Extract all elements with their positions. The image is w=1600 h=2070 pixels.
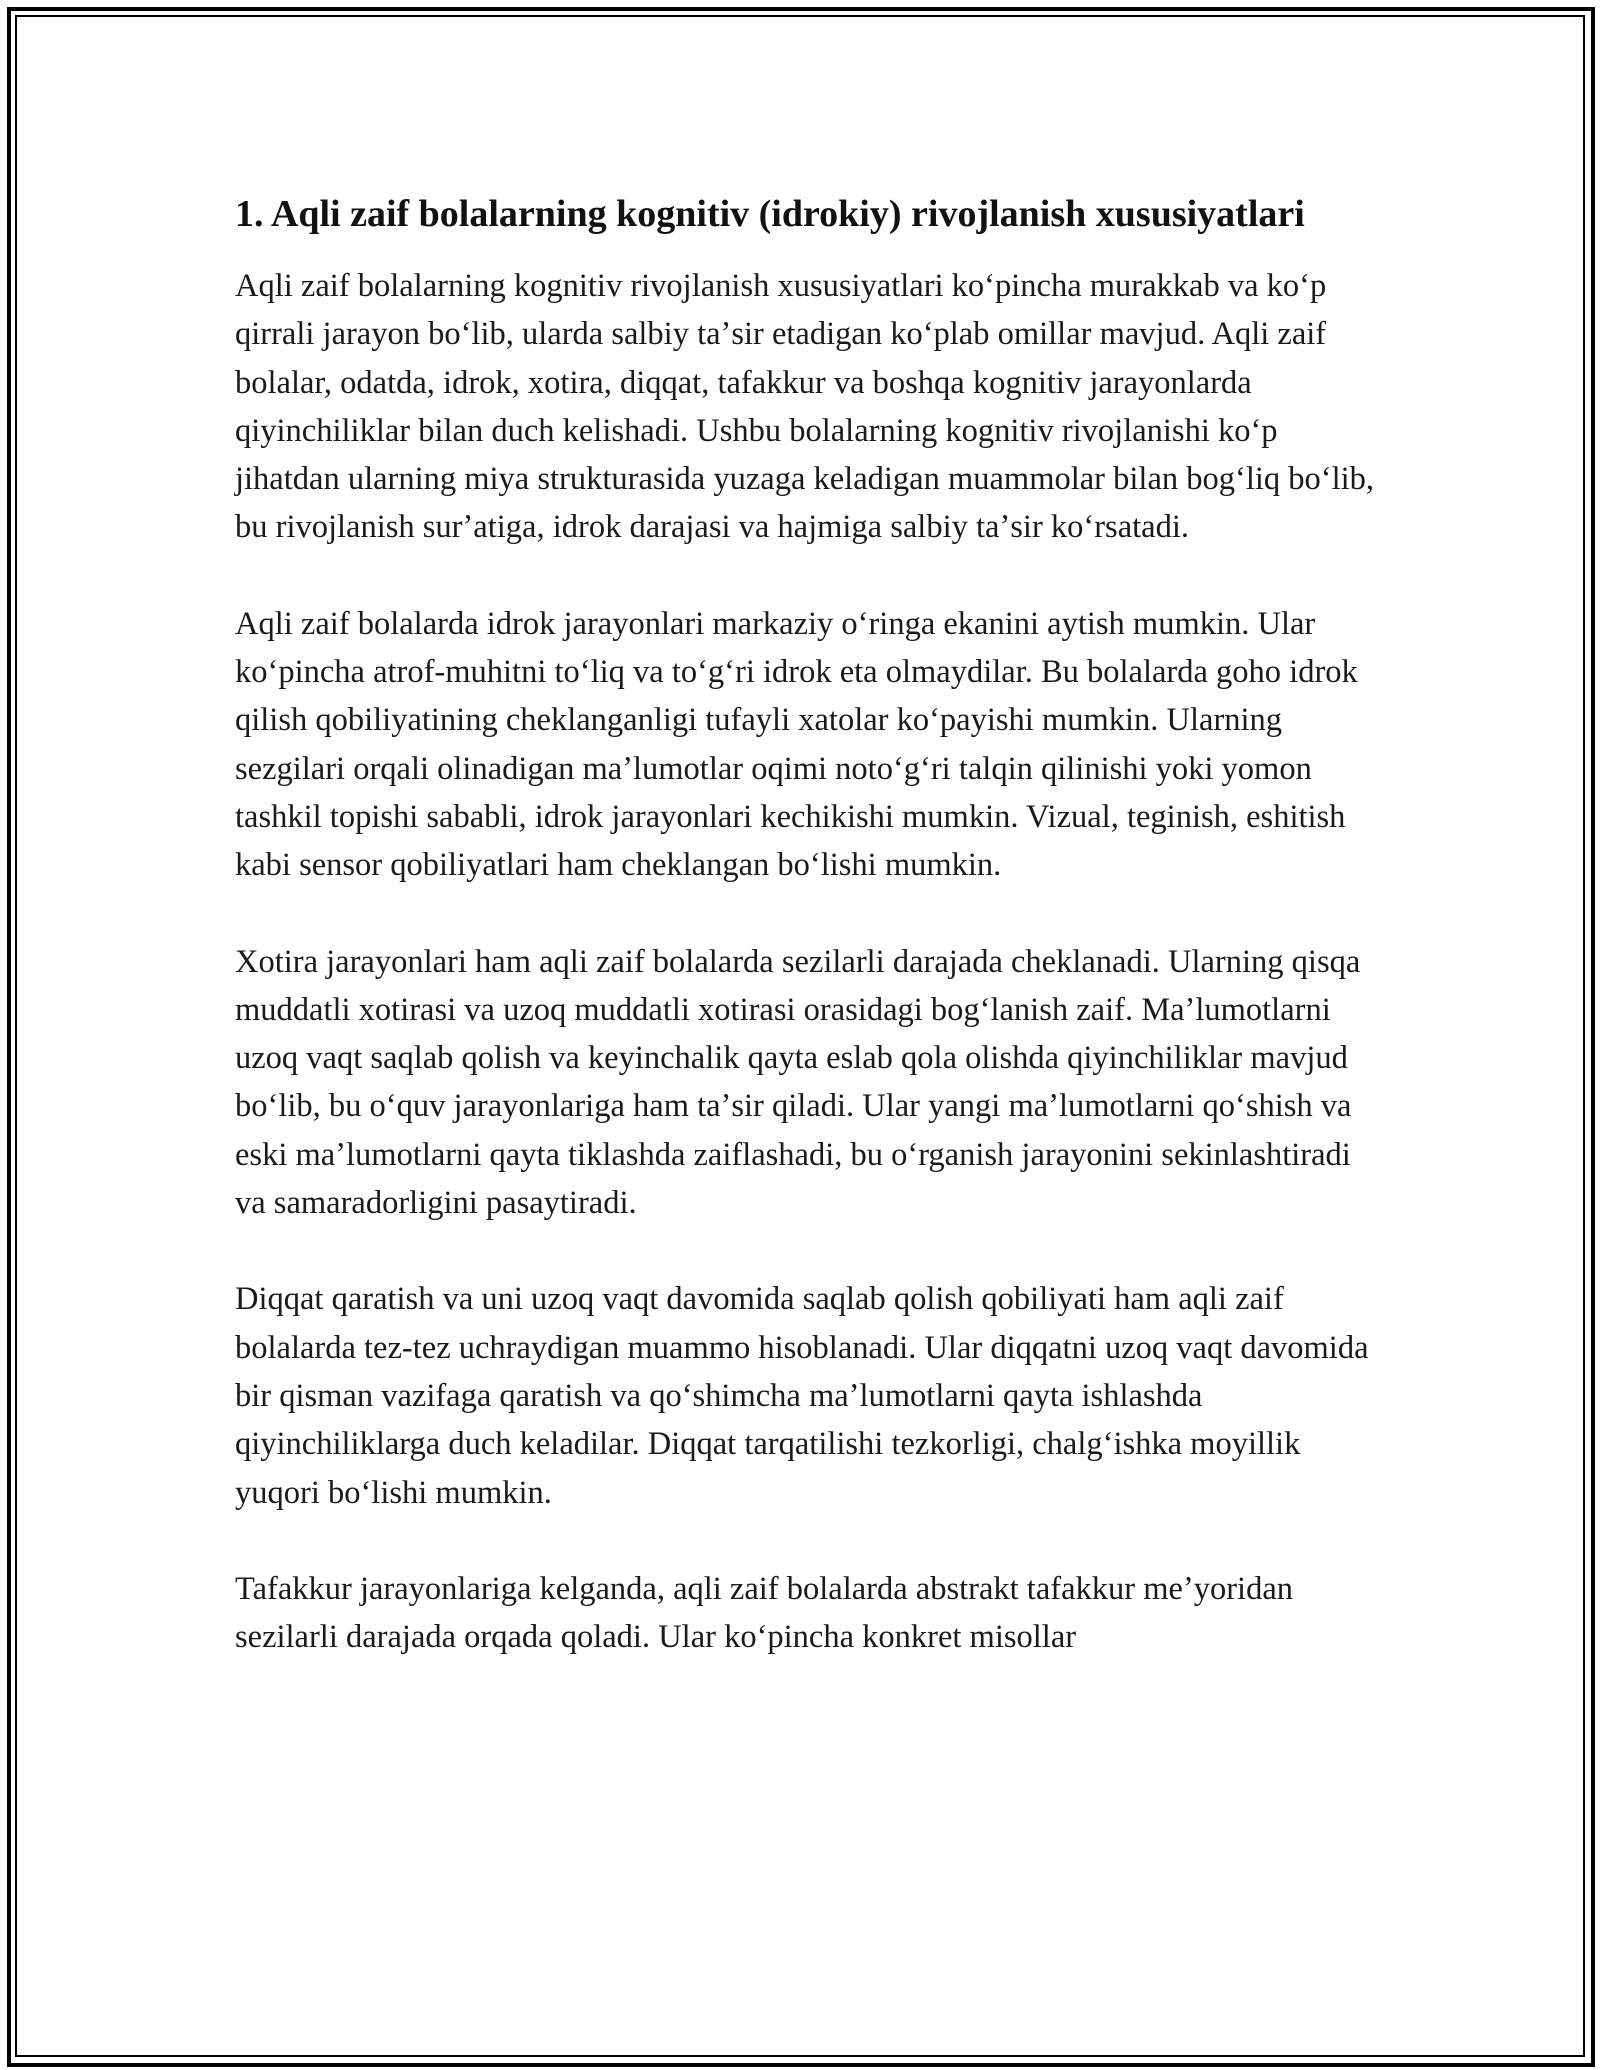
- paragraph-3: Xotira jarayonlari ham aqli zaif bolalarda sezilarli darajada cheklanadi. Ularning qisqa muddatli xotirasi va uzoq muddatli xotirasi orasidagi bogʻlanish zaif. Maʼlumotlarni uzoq vaqt saqlab qolish va keyinchalik qayta eslab qola olishda qiyinchiliklar mavjud boʻlib, bu oʻquv jarayonlariga ham taʼsir qiladi. Ular yangi maʼlumotlarni qoʻshish va eski maʼlumotlarni qayta tiklashda zaiflashadi, bu oʻrganish jarayonini sekinlashtiradi va samaradorligini pasaytiradi.: [235, 943, 1361, 1222]
- paragraph-1: Aqli zaif bolalarning kognitiv rivojlanish xususiyatlari koʻpincha murakkab va koʻp qirrali jarayon boʻlib, ularda salbiy taʼsir etadigan koʻplab omillar mavjud. Aqli zaif bolalar, odatda, idrok, xotira, diqqat, tafakkur va boshqa kognitiv jarayonlarda qiyinchiliklar bilan duch kelishadi. Ushbu bolalarning kognitiv rivojlanishi koʻp jihatdan ularning miya strukturasida yuzaga keladigan muammolar bilan bogʻliq boʻlib, bu rivojlanish surʼatiga, idrok darajasi va hajmiga salbiy taʼsir koʻrsatadi.: [235, 268, 1375, 546]
- document-body: [235, 186, 1385, 1709]
- section-heading: 1. Aqli zaif bolalarning kognitiv (idrokiy) rivojlanish xususiyatlari: [235, 193, 1305, 235]
- paragraph-4: Diqqat qaratish va uni uzoq vaqt davomida saqlab qolish qobiliyati ham aqli zaif bolalarda tez-tez uchraydigan muammo hisoblanadi. Ular diqqatni uzoq vaqt davomida bir qisman vazifaga qaratish va qoʻshimcha maʼlumotlarni qayta ishlashda qiyinchiliklarga duch keladilar. Diqqat tarqatilishi tezkorligi, chalgʻishka moyillik yuqori boʻlishi mumkin.: [235, 1281, 1369, 1511]
- paragraph-5: Tafakkur jarayonlariga kelganda, aqli zaif bolalarda abstrakt tafakkur meʼyoridan sezilarli darajada orqada qoladi. Ular koʻpincha konkret misollar: [235, 1570, 1293, 1656]
- paragraph-2: Aqli zaif bolalarda idrok jarayonlari markaziy oʻringa ekanini aytish mumkin. Ular koʻpincha atrof-muhitni toʻliq va toʻgʻri idrok eta olmaydilar. Bu bolalarda goho idrok qilish qobiliyatining cheklanganligi tufayli xatolar koʻpayishi mumkin. Ularning sezgilari orqali olinadigan maʼlumotlar oqimi notoʻgʻri talqin qilinishi yoki yomon tashkil topishi sababli, idrok jarayonlari kechikishi mumkin. Vizual, teginish, eshitish kabi sensor qobiliyatlari ham cheklangan boʻlishi mumkin.: [235, 605, 1358, 884]
